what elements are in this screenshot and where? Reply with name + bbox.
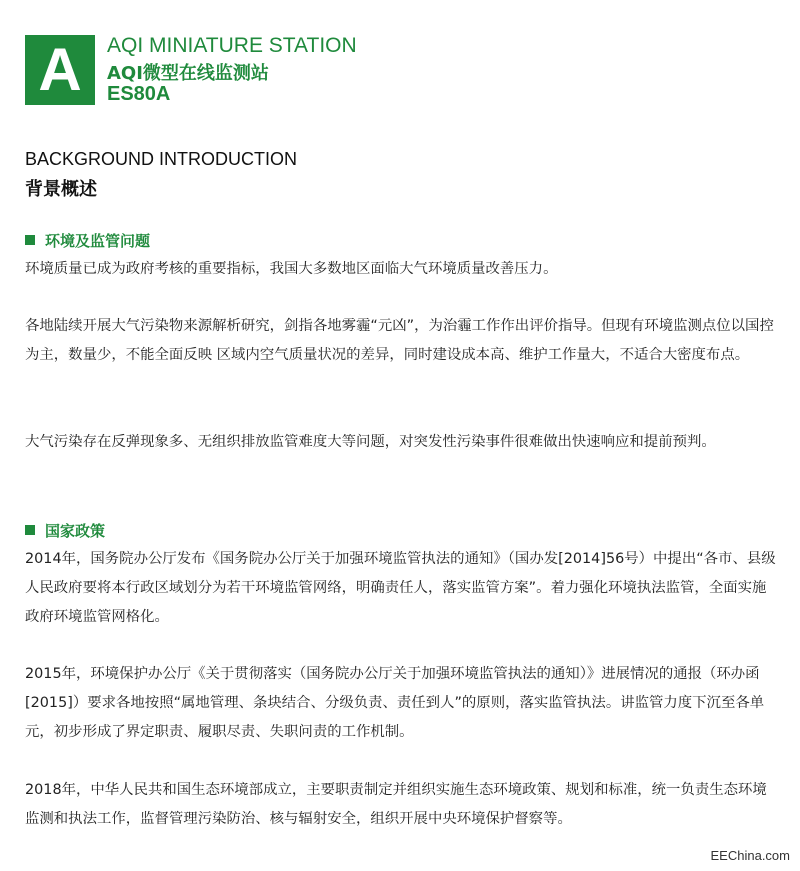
product-title-cn: AQI微型在线监测站 bbox=[107, 63, 269, 84]
paragraph: 2018年，中华人民共和国生态环境部成立，主要职责制定并组织实施生态环境政策、规划和标准，统一负责生态环境监测和执法工作，监督管理污染防治、核与辐射安全，组织开展中央环境保护督察等。 bbox=[25, 782, 767, 827]
product-model: ES80A bbox=[107, 83, 171, 105]
watermark-text: EEChina.com bbox=[710, 848, 790, 863]
section-heading-label: 国家政策 bbox=[45, 522, 106, 540]
paragraph: 大气污染存在反弹现象多、无组织排放监管难度大等问题，对突发性污染事件很难做出快速响应和提前预判。 bbox=[25, 434, 716, 450]
square-bullet-icon bbox=[25, 525, 35, 535]
background-title-cn: 背景概述 bbox=[25, 179, 97, 200]
product-title-en: AQI MINIATURE STATION bbox=[107, 34, 357, 57]
section-heading-env-issues bbox=[25, 230, 150, 251]
paragraph: 各地陆续开展大气污染物来源解析研究，剑指各地雾霾“元凶”，为治霾工作作出评价指导。但现有环境监测点位以国控为主，数量少，不能全面反映 区域内空气质量状况的差异，同时建设成本高、维护工作量大，不适合大密度布点。 bbox=[25, 318, 774, 363]
section-heading-label: 环境及监管问题 bbox=[45, 232, 151, 250]
section-heading-national-policy bbox=[25, 520, 105, 541]
paragraph: 环境质量已成为政府考核的重要指标，我国大多数地区面临大气环境质量改善压力。 bbox=[25, 261, 558, 277]
paragraph: 2014年，国务院办公厅发布《国务院办公厅关于加强环境监管执法的通知》（国办发[2014]56号）中提出“各市、县级人民政府要将本行政区域划分为若干环境监管网络，明确责任人，落实监管方案”。着力强化环境执法监管，全面实施政府环境监管网格化。 bbox=[25, 551, 776, 625]
square-bullet-icon bbox=[25, 235, 35, 245]
logo-letter-badge: A bbox=[25, 35, 95, 105]
header bbox=[25, 35, 785, 105]
background-title-en: BACKGROUND INTRODUCTION bbox=[25, 149, 298, 169]
paragraph: 2015年，环境保护办公厅《关于贯彻落实（国务院办公厅关于加强环境监管执法的通知）》进展情况的通报（环办函[2015]）要求各地按照“属地管理、条块结合、分级负责、责任到人”的原则，落实监管执法。讲监管力度下沉至各单元，初步形成了界定职责、履职尽责、失职问责的工作机制。 bbox=[25, 666, 765, 740]
